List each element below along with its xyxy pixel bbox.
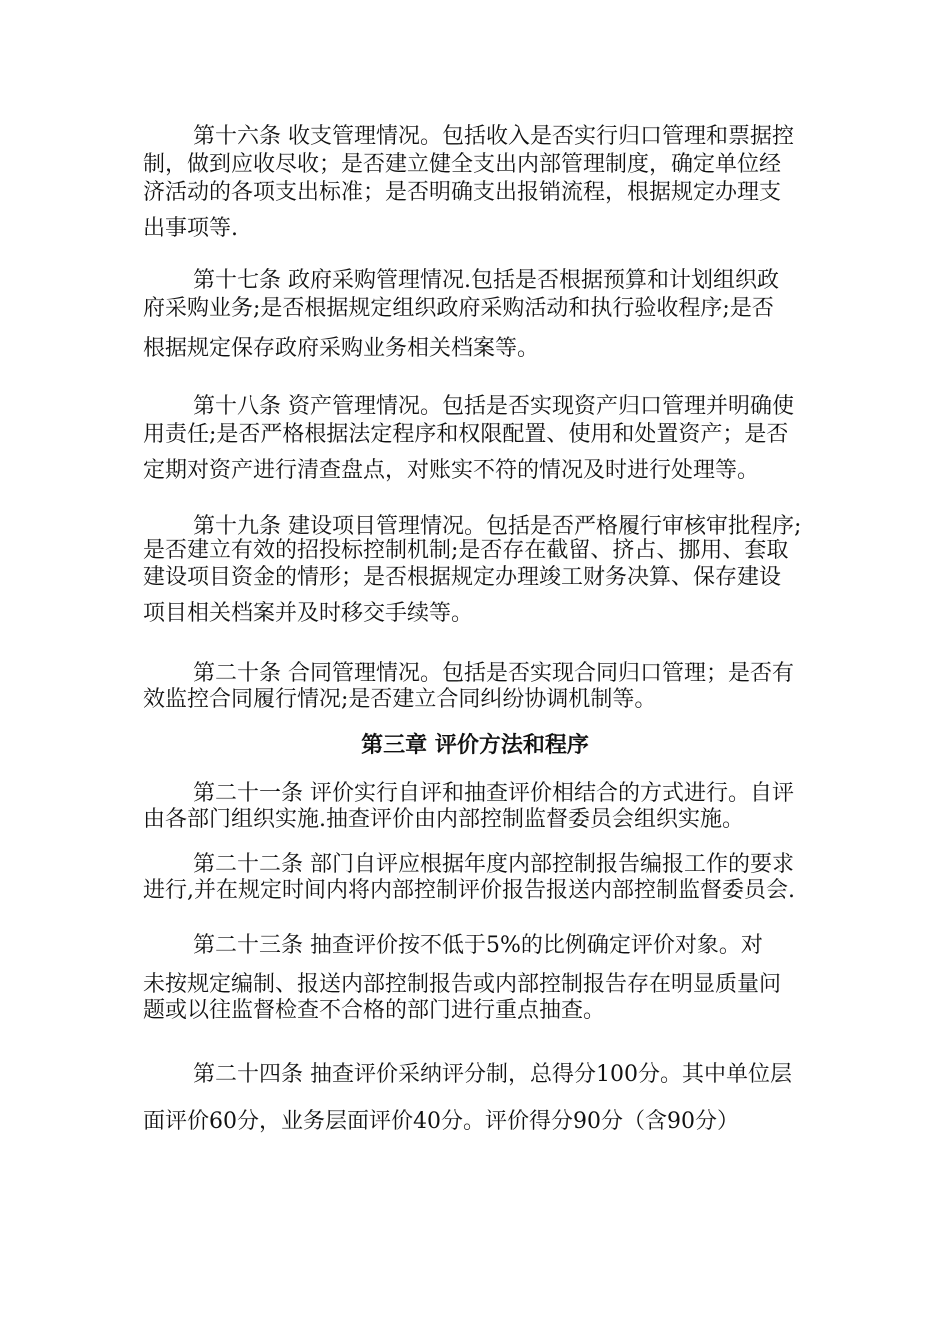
text-line: 建设项目资金的情形；是否根据规定办理竣工财务决算、保存建设: [143, 565, 782, 590]
text-line: 定期对资产进行清查盘点，对账实不符的情况及时进行处理等。: [143, 458, 760, 483]
text-line: 第十七条 政府采购管理情况.包括是否根据预算和计划组织政: [193, 268, 779, 293]
text-line: 进行,并在规定时间内将内部控制评价报告报送内部控制监督委员会.: [143, 878, 795, 903]
text-line: 第十六条 收支管理情况。包括收入是否实行归口管理和票据控: [193, 124, 794, 149]
text-line: 未按规定编制、报送内部控制报告或内部控制报告存在明显质量问: [143, 972, 782, 997]
text-line: 第二十三条 抽查评价按不低于5%的比例确定评价对象。对: [193, 933, 763, 958]
text-line: 题或以往监督检查不合格的部门进行重点抽查。: [143, 998, 606, 1023]
text-line: 制，做到应收尽收；是否建立健全支出内部管理制度，确定单位经: [143, 152, 782, 177]
text-line: 第十九条 建设项目管理情况。包括是否严格履行审核审批程序;: [193, 514, 802, 539]
text-line: 效监控合同履行情况;是否建立合同纠纷协调机制等。: [143, 687, 657, 712]
text-line: 第二十一条 评价实行自评和抽查评价相结合的方式进行。自评: [193, 781, 794, 806]
text-line: 济活动的各项支出标准；是否明确支出报销流程，根据规定办理支: [143, 180, 782, 205]
text-line: 由各部门组织实施.抽查评价由内部控制监督委员会组织实施。: [143, 807, 744, 832]
text-line: 府采购业务;是否根据规定组织政府采购活动和执行验收程序;是否: [143, 296, 774, 321]
text-line: 出事项等.: [143, 216, 238, 241]
text-line: 项目相关档案并及时移交手续等。: [143, 601, 474, 626]
text-line: 用责任;是否严格根据法定程序和权限配置、使用和处置资产；是否: [143, 422, 789, 447]
text-line: 第二十二条 部门自评应根据年度内部控制报告编报工作的要求: [193, 852, 794, 877]
text-line: 面评价60分，业务层面评价40分。评价得分90分（含90分）: [143, 1109, 739, 1134]
text-line: 是否建立有效的招投标控制机制;是否存在截留、挤占、挪用、套取: [143, 538, 789, 563]
text-line: 根据规定保存政府采购业务相关档案等。: [143, 336, 540, 361]
text-line: 第二十四条 抽查评价采纳评分制，总得分100分。其中单位层: [193, 1062, 792, 1087]
text-line: 第十八条 资产管理情况。包括是否实现资产归口管理并明确使: [193, 394, 794, 419]
chapter-heading: 第三章 评价方法和程序: [361, 733, 589, 758]
text-line: 第二十条 合同管理情况。包括是否实现合同归口管理；是否有: [193, 661, 794, 686]
